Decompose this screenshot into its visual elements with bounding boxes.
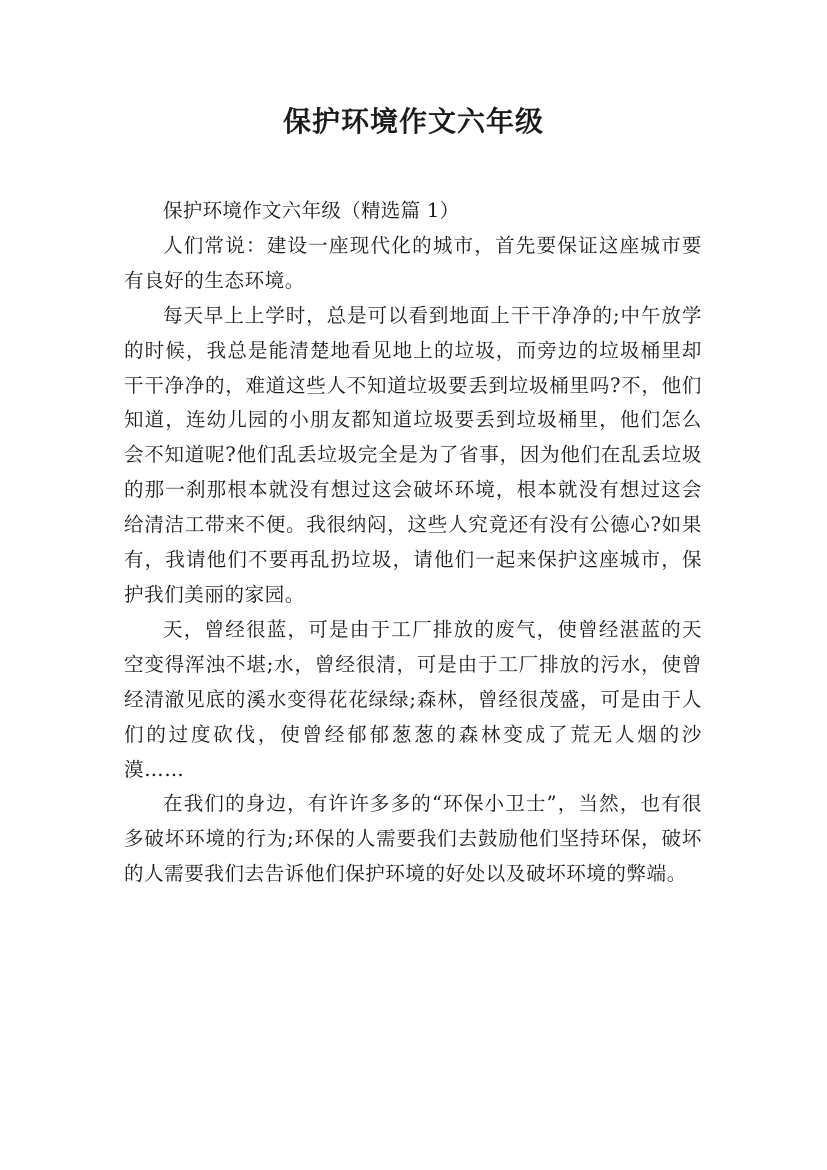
section-subtitle: 保护环境作文六年级（精选篇 1） — [163, 199, 460, 222]
paragraph: 人们常说：建设一座现代化的城市，首先要保证这座城市要有良好的生态环境。 — [124, 233, 702, 292]
document-title: 保护环境作文六年级 — [282, 105, 544, 138]
paragraph: 天，曾经很蓝，可是由于工厂排放的废气，使曾经湛蓝的天空变得浑浊不堪;水，曾经很清，可是由于工厂排放的污水，使曾经清澈见底的溪水变得花花绿绿;森林，曾经很茂盛，可是由于人们的过度砍伐，使曾经郁郁葱葱的森林变成了荒无人烟的沙漠…… — [124, 617, 702, 781]
paragraph: 每天早上上学时，总是可以看到地面上干干净净的;中午放学的时候，我总是能清楚地看见地上的垃圾，而旁边的垃圾桶里却干干净净的，难道这些人不知道垃圾要丢到垃圾桶里吗?不，他们知道，连幼儿园的小朋友都知道垃圾要丢到垃圾桶里，他们怎么会不知道呢?他们乱丢垃圾完全是为了省事，因为他们在乱丢垃圾的那一刹那根本就没有想过这会破坏环境，根本就没有想过这会给清洁工带来不便。我很纳闷，这些人究竟还有没有公德心?如果有，我请他们不要再乱扔垃圾，请他们一起来保护这座城市，保护我们美丽的家园。 — [124, 303, 702, 606]
paragraph: 在我们的身边，有许许多多的“环保小卫士”，当然，也有很多破坏环境的行为;环保的人需要我们去鼓励他们坚持环保，破坏的人需要我们去告诉他们保护环境的好处以及破坏环境的弊端。 — [124, 792, 702, 886]
document-body — [124, 194, 702, 892]
